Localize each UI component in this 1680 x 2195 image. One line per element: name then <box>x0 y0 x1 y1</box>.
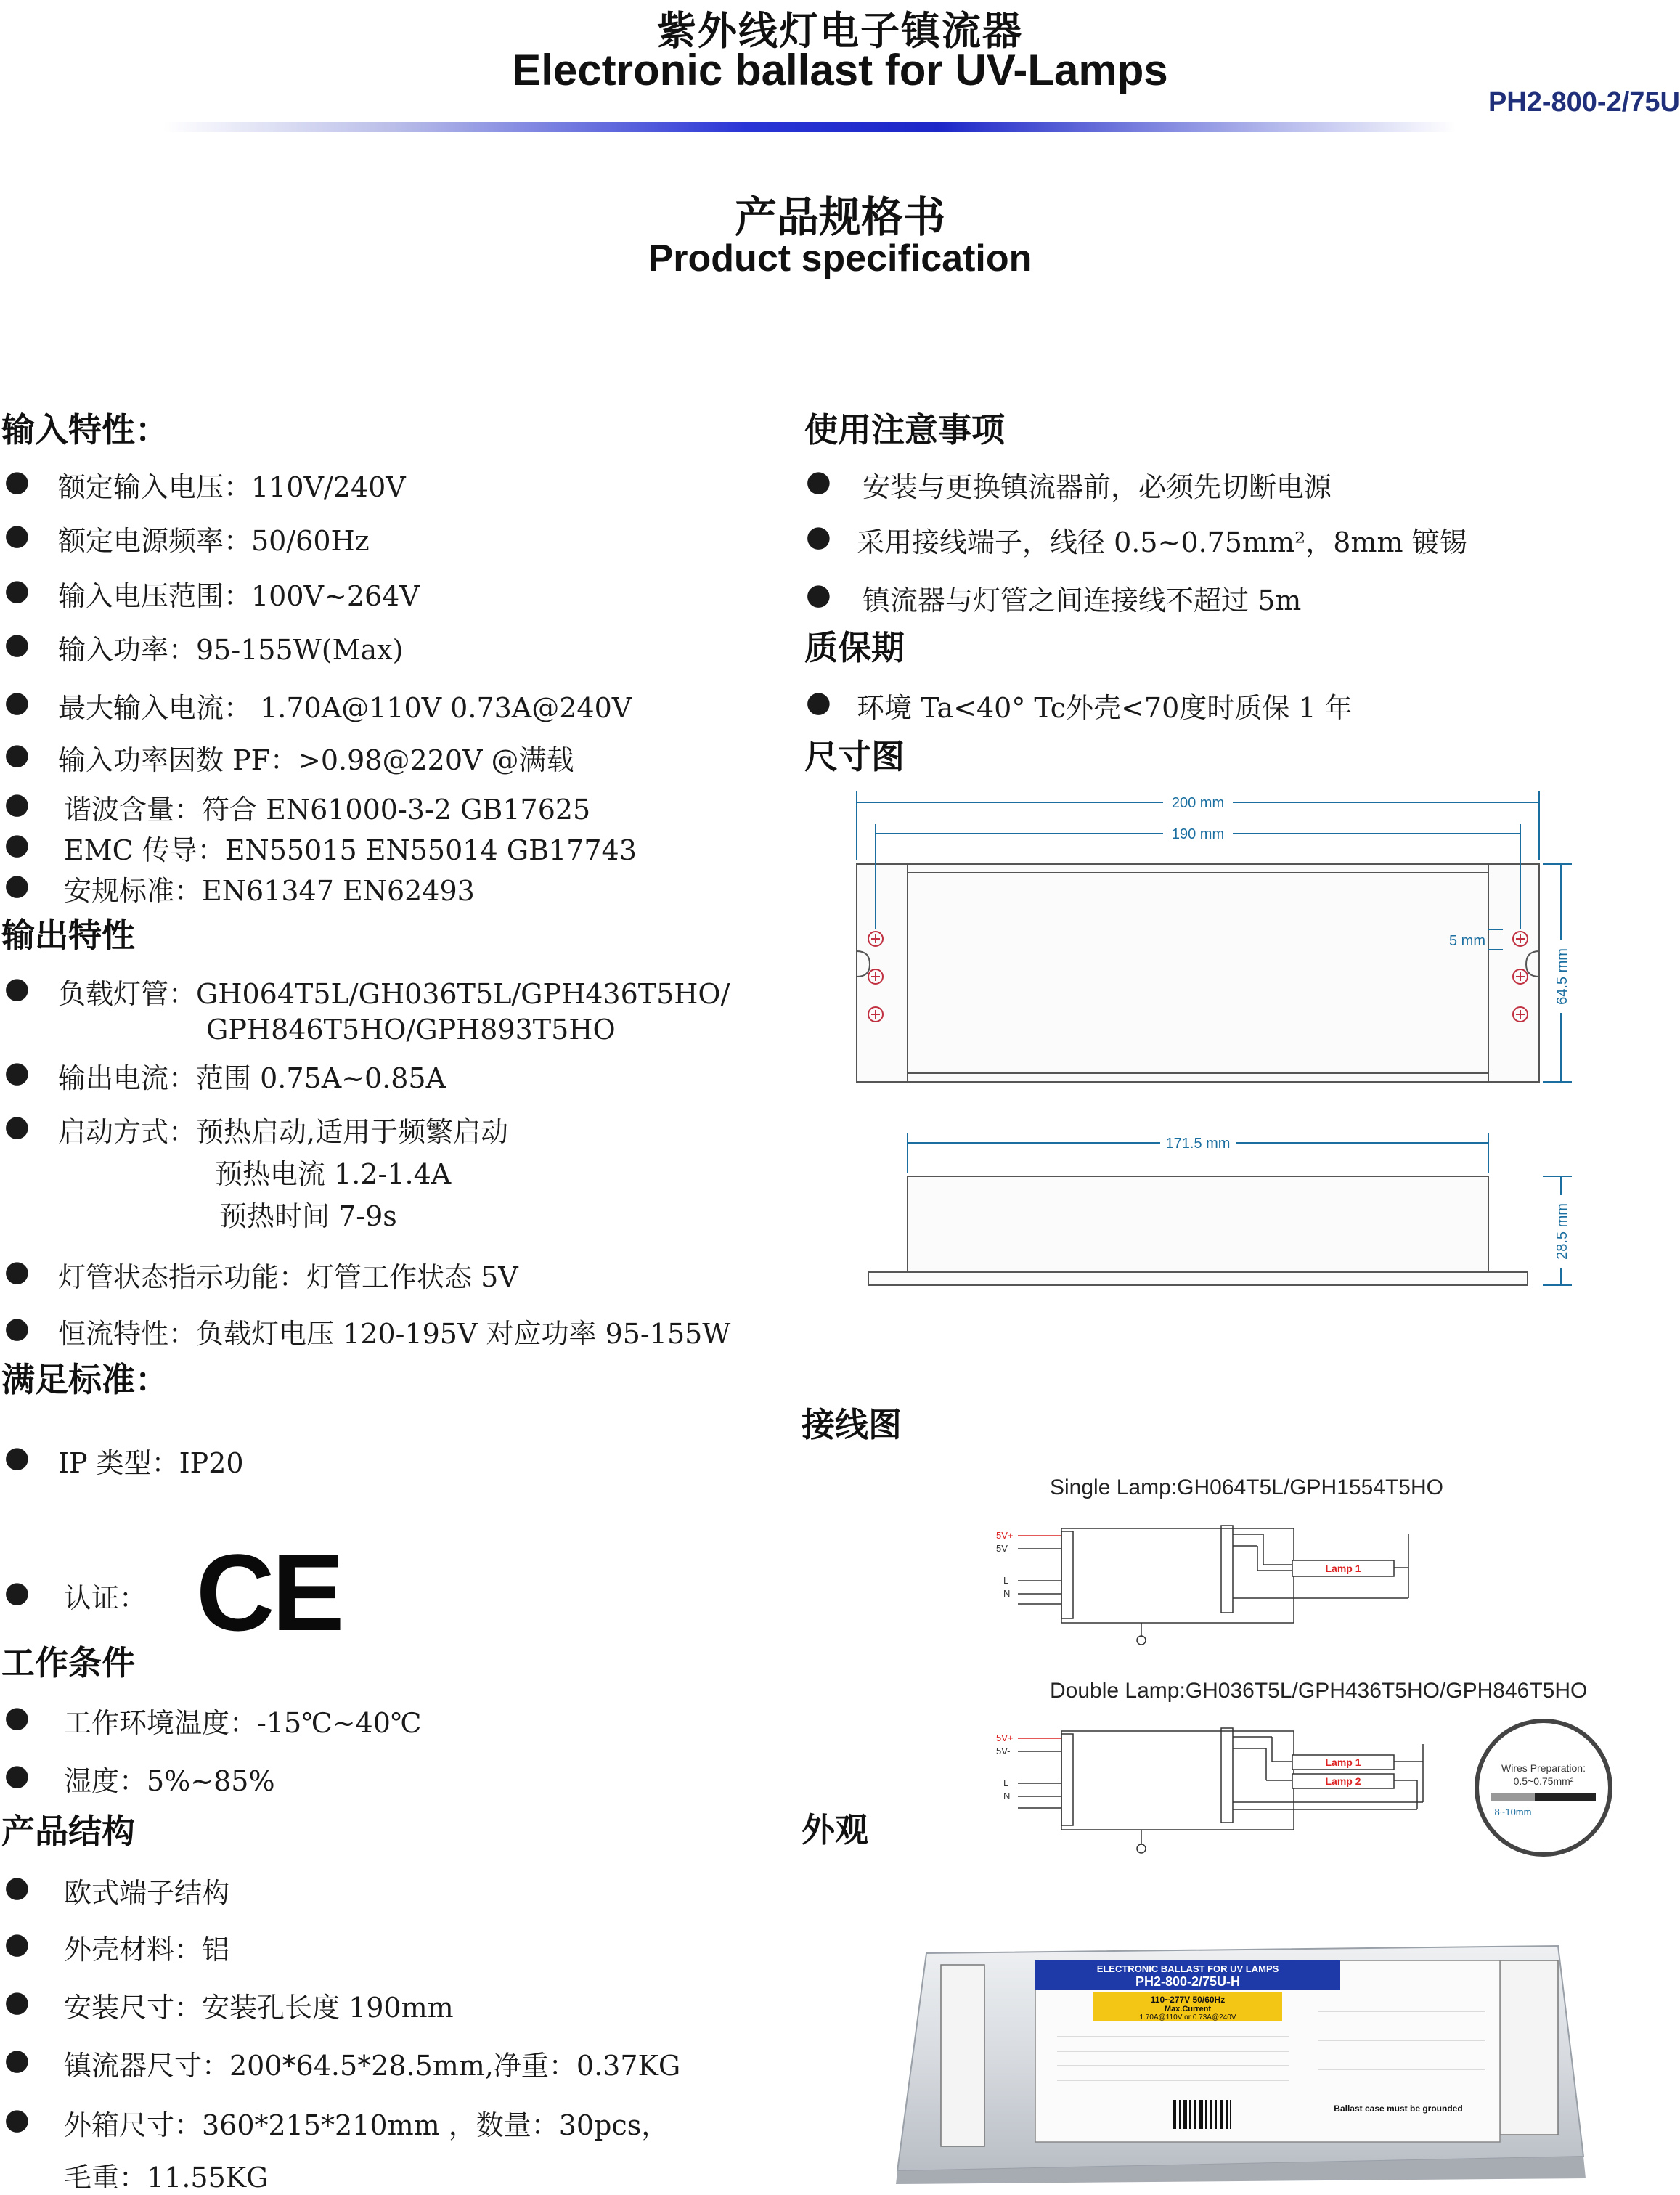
model-number: PH2-800-2/75U <box>1488 87 1680 118</box>
double-lamp-title: Double Lamp:GH036T5L/GPH436T5HO/GPH846T5HO <box>1050 1679 1588 1703</box>
output-heading: 输出特性 <box>1 916 135 955</box>
double-lamp-wiring-diagram <box>987 1715 1452 1860</box>
photo-label-title: ELECTRONIC BALLAST FOR UV LAMPS <box>1096 1963 1279 1974</box>
wires-strip: 8~10mm <box>1494 1807 1532 1817</box>
dim-645-label: 64.5 mm <box>1554 948 1570 1005</box>
wires-gauge: 0.5~0.75mm² <box>1513 1775 1574 1787</box>
structure-heading: 产品结构 <box>1 1812 135 1851</box>
input-heading: 输入特性： <box>1 410 168 449</box>
wiring-heading: 接线图 <box>802 1405 902 1444</box>
photo-label-voltage: 110~277V 50/60Hz <box>1150 1995 1226 2005</box>
dimension-heading: 尺寸图 <box>804 737 905 776</box>
ce-mark-logo: CE <box>196 1531 342 1653</box>
l-label: L <box>1003 1575 1009 1586</box>
title-en: Electronic ballast for UV-Lamps <box>512 46 1168 94</box>
dim-285-label: 28.5 mm <box>1554 1203 1570 1260</box>
dim-1715-label: 171.5 mm <box>1165 1136 1231 1152</box>
v5p-label: 5V+ <box>996 1732 1014 1743</box>
lamp1-label: Lamp 1 <box>1325 1756 1361 1768</box>
product-photo <box>883 1939 1587 2186</box>
header-gradient-bar <box>163 122 1456 132</box>
standards-heading: 满足标准： <box>1 1360 168 1399</box>
wires-title: Wires Preparation: <box>1501 1762 1586 1774</box>
output-start-cont: 预热时间 7-9s <box>219 1200 397 1232</box>
photo-label-current: Max.Current <box>1164 2005 1212 2013</box>
dim-5-label: 5 mm <box>1449 933 1485 949</box>
photo-label-model: PH2-800-2/75U-H <box>1135 1974 1241 1989</box>
output-load-cont: GPH846T5HO/GPH893T5HO <box>206 1014 616 1046</box>
subtitle-cn: 产品规格书 <box>734 192 945 242</box>
single-lamp-title: Single Lamp:GH064T5L/GPH1554T5HO <box>1050 1475 1443 1499</box>
v5m-label: 5V- <box>996 1746 1011 1756</box>
title-cn: 紫外线灯电子镇流器 <box>657 8 1023 54</box>
n-label: N <box>1003 1588 1011 1599</box>
dimension-drawing <box>849 784 1597 1292</box>
warranty-heading: 质保期 <box>804 628 905 667</box>
photo-ground-text: Ballast case must be grounded <box>1334 2104 1463 2114</box>
l-label: L <box>1003 1777 1009 1788</box>
lamp2-label: Lamp 2 <box>1325 1775 1361 1787</box>
dim-200-label: 200 mm <box>1171 795 1225 811</box>
notes-heading: 使用注意事项 <box>804 410 1005 449</box>
single-lamp-wiring-diagram <box>987 1514 1423 1652</box>
v5p-label: 5V+ <box>996 1530 1014 1541</box>
lamp1-label: Lamp 1 <box>1325 1563 1361 1574</box>
work-heading: 工作条件 <box>1 1643 135 1682</box>
output-start-cont: 预热电流 1.2-1.4A <box>215 1158 452 1190</box>
wires-preparation-diagram <box>1471 1715 1616 1860</box>
appearance-heading: 外观 <box>802 1810 868 1849</box>
photo-label-current2: 1.70A@110V or 0.73A@240V <box>1139 2013 1236 2021</box>
dim-190-label: 190 mm <box>1171 826 1225 842</box>
v5m-label: 5V- <box>996 1543 1011 1554</box>
structure-gross-cont: 毛重：11.55KG <box>64 2162 269 2194</box>
subtitle-en: Product specification <box>648 237 1032 280</box>
n-label: N <box>1003 1791 1011 1801</box>
